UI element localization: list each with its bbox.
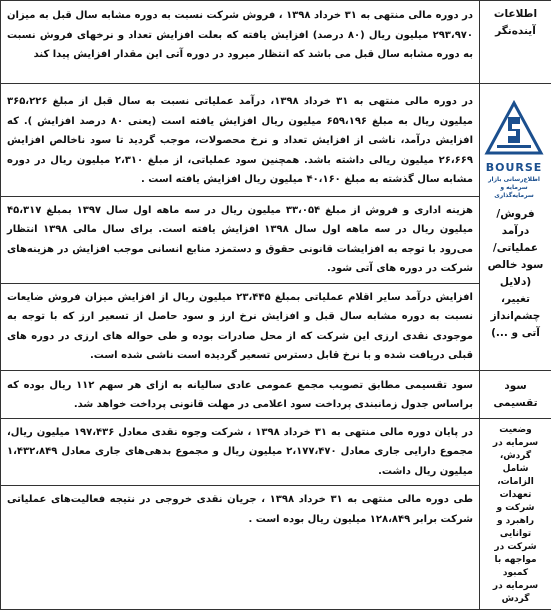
row-label-dividends [480, 370, 551, 418]
paragraph: سود تقسیمی مطابق تصویب مجمع عمومی عادی سالیانه به ازای هر سهم ۱۱۲ ریال بوده که براساس جدول زمانبندی پرداخت سود اعلامی در مهلت قانونی پرداخت خواهد شد. [7, 376, 473, 415]
row-content-working-capital [1, 418, 480, 609]
paragraph-block [1, 84, 479, 197]
table-row-dividends [1, 370, 551, 418]
row-content-forward-looking [1, 1, 480, 84]
label-text: سود تقسیمی [493, 380, 537, 409]
label-text: وضعیت سرمایه در گردش، شامل الزامات، تعهدات شرکت و راهبرد و توانایی شرکت در مواجهه با کمبود سرمایه در گردش [493, 425, 538, 604]
paragraph: در دوره مالی منتهی به ۳۱ خرداد ۱۳۹۸ ، فروش شرکت نسبت به دوره مشابه سال قبل به میزان ۲۹۳،۹۷۰ میلیون ریال (۸۰ درصد) افزایش یافته که بعلت افزایش تعداد و نرخهای فروش نسبت به دوره مشابه سال قبل می باشد که انتظار میرود در دوره آتی این مقدار افزایش پیدا کند [7, 6, 473, 65]
paragraph: در دوره مالی منتهی به ۳۱ خرداد ۱۳۹۸، درآمد عملیاتی نسبت به سال قبل از مبلغ ۳۶۵،۲۲۶ میلیون ریال به مبلغ ۶۵۹،۱۹۶ میلیون ریال افزایش یافته است (یعنی ۸۰ درصد افزایش ). که افزایش درآمد، ناشی از افزایش تعداد و نرخ محصولات، موجب گردید تا سود ناخالص افزایش ۲۶،۶۶۹ میلیون ریالی داشته باشد. همچنین سود عملیاتی، از مبلغ ۲،۳۱۰ میلیون ریال در دوره مشابه سال گذشته به مبلغ ۴۰،۱۶۰ میلیون ریال افزایش یافته است . [7, 92, 473, 190]
paragraph: افزایش درآمد سایر اقلام عملیاتی بمبلغ ۲۳،۴۴۵ میلیون ریال از افزایش میزان فروش ضایعات نسبت به دوره مشابه سال قبل و افزایش نرخ ارز و سود حاصل از تسعیر ارز که با توجه به موجودی نقدی ارزی این شرکت که از محل صادرات بوده و طی حواله های ارزی در دوره های قبلی دریافت شده و با نرخ قابل دسترس تسعیر گردیده است ناشی شده است. [7, 288, 473, 366]
table-row-working-capital [1, 418, 551, 609]
row-label-sales-revenue [480, 84, 551, 371]
table-row-sales-revenue [1, 84, 551, 371]
row-content-dividends [1, 370, 480, 418]
bourse-logo [483, 99, 545, 200]
paragraph: طی دوره مالی منتهی به ۳۱ خرداد ۱۳۹۸ ، جریان نقدی خروجی در نتیجه فعالیت‌های عملیاتی شرکت برابر ۱۲۸،۸۴۹ میلیون ریال بوده است . [7, 490, 473, 529]
label-text: اطلاعات آینده‌نگر [494, 8, 537, 37]
logo-wordmark: BOURSE [483, 159, 545, 176]
paragraph: هزینه اداری و فروش از مبلغ ۳۳،۰۵۴ میلیون ریال در سه ماهه اول سال ۱۳۹۷ بمبلغ ۴۵،۳۱۷ میلیون ریال در سه ماهه اول سال ۱۳۹۸ افزایش یافته است. برای سال مالی ۱۳۹۸ انتظار می‌رود با توجه به افزایشات قانونی حقوق و دستمزد منابع انسانی موجب افزایش در هزینه‌های شرکت در دوره های آتی شود. [7, 201, 473, 279]
logo-subtitle: اطلاع‌رسانی بازار سرمایه و سرمایه‌گذاری [483, 176, 545, 200]
paragraph-block [1, 284, 479, 370]
paragraph-block [1, 486, 479, 535]
label-text: فروش/ درآمد عملیاتی/سود خالص (دلایل تغییر، چشم‌انداز آتی و ...) [488, 208, 544, 339]
row-content-sales-revenue [1, 84, 480, 371]
row-label-forward-looking [480, 1, 551, 84]
bourse-logo-icon [483, 99, 545, 161]
paragraph-block [1, 197, 479, 284]
paragraph: در پایان دوره مالی منتهی به ۳۱ خرداد ۱۳۹۸ ، شرکت وجوه نقدی معادل ۱۹۷،۴۳۶ میلیون ریال، مجموع دارایی جاری معادل ۲،۱۷۷،۴۷۰ میلیون ریال و مجموع بدهی‌های جاری معادل ۱،۴۳۲،۸۴۹ میلیون ریال داشت. [7, 423, 473, 482]
paragraph-block [1, 419, 479, 487]
row-label-working-capital [480, 418, 551, 609]
table-row-forward-looking [1, 1, 551, 84]
